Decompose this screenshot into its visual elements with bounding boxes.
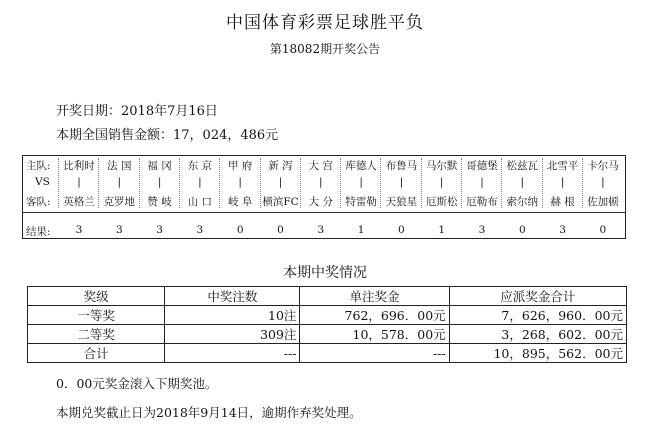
- page-title: 中国体育彩票足球胜平负: [226, 13, 424, 33]
- home-team: 新 泻: [268, 160, 293, 172]
- match-result: 0: [599, 224, 607, 236]
- home-team: 布鲁马: [385, 160, 418, 172]
- unit-prize: 10，578．00元: [300, 325, 449, 344]
- column-divider: [380, 158, 381, 208]
- match-result: 3: [317, 224, 325, 236]
- table-row: [28, 306, 627, 325]
- column-divider: [421, 158, 422, 208]
- sales-amount: 本期全国销售金额：17，024，486元: [56, 128, 279, 143]
- vs-separator: |: [399, 176, 404, 188]
- home-team: 大 宫: [308, 160, 333, 172]
- prize-level: 合计: [28, 344, 165, 363]
- away-team: 天狼星: [385, 196, 418, 208]
- vs-separator: |: [319, 176, 323, 188]
- match-result: 0: [518, 224, 526, 236]
- match-result: 0: [236, 224, 244, 236]
- away-team: 佐加顿: [587, 196, 619, 208]
- winner-count: 10注: [165, 306, 300, 325]
- total-prize: 3，268，602．00元: [449, 325, 626, 344]
- home-team: 北雪平: [546, 160, 579, 172]
- match-result: 3: [559, 224, 566, 236]
- prize-section-title: 本期中奖情况: [283, 265, 367, 281]
- match-result: 0: [277, 224, 284, 236]
- winner-count: ---: [165, 344, 300, 363]
- table-row: [28, 325, 627, 344]
- home-team: 法 国: [107, 160, 132, 172]
- away-team: 英格兰: [63, 196, 95, 208]
- match-table: [22, 155, 626, 239]
- away-team: 赞 岐: [147, 196, 172, 208]
- table-row: [28, 344, 627, 363]
- match-result: 1: [357, 224, 365, 236]
- draw-date: 开奖日期：2018年7月16日: [56, 104, 218, 119]
- winner-count: 309注: [165, 325, 300, 344]
- vs-separator: |: [278, 176, 283, 188]
- away-team: 横滨FC: [262, 196, 299, 208]
- vs-separator: |: [238, 176, 242, 188]
- match-result: 3: [196, 224, 204, 236]
- column-divider: [58, 158, 59, 208]
- home-team: 哥德堡: [466, 160, 498, 172]
- vs-separator: |: [520, 176, 525, 188]
- total-prize: 10，895，562．00元: [449, 344, 626, 363]
- match-result: 0: [398, 224, 405, 236]
- away-team: 大 分: [308, 196, 333, 208]
- vs-separator: |: [359, 176, 363, 188]
- home-team: 松兹瓦: [506, 160, 539, 172]
- column-divider: [300, 158, 301, 208]
- header-total-prize: 应派奖金合计: [449, 287, 626, 306]
- vs-separator: |: [77, 176, 81, 188]
- header-level: 奖级: [28, 287, 165, 306]
- result-row-label: 结果:: [26, 226, 51, 238]
- match-result: 1: [438, 224, 446, 236]
- vs-separator: |: [198, 176, 202, 188]
- page-subtitle: 第18082期开奖公告: [269, 42, 381, 56]
- home-row-label: 主队:: [26, 160, 51, 172]
- vs-separator: |: [480, 176, 484, 188]
- home-team: 比利时: [63, 160, 95, 172]
- column-divider: [582, 158, 583, 208]
- home-team: 东 京: [187, 160, 213, 172]
- match-table-divider: [23, 212, 625, 213]
- away-team: 克罗地: [103, 196, 136, 208]
- column-divider: [139, 158, 140, 208]
- unit-prize: 762，696．00元: [300, 306, 449, 325]
- vs-separator: |: [117, 176, 122, 188]
- home-team: 甲 府: [228, 160, 253, 172]
- total-prize: 7，626，960．00元: [449, 306, 626, 325]
- vs-separator: |: [560, 176, 565, 188]
- deadline-note: 本期兑奖截止日为2018年9月14日，逾期作弃奖处理。: [56, 405, 362, 420]
- match-result: 3: [156, 224, 163, 236]
- vs-row-label: VS: [35, 176, 50, 188]
- home-team: 库德人: [345, 160, 377, 172]
- prize-level: 一等奖: [28, 306, 165, 325]
- column-divider: [179, 158, 180, 208]
- column-divider: [340, 158, 341, 208]
- match-result: 3: [478, 224, 486, 236]
- vs-separator: |: [439, 176, 444, 188]
- away-team: 赫 根: [550, 196, 575, 208]
- header-unit-prize: 单注奖金: [300, 287, 449, 306]
- vs-separator: |: [157, 176, 162, 188]
- prize-table-header: [28, 287, 627, 306]
- column-divider: [260, 158, 261, 208]
- rollover-note: 0．00元奖金滚入下期奖池。: [56, 376, 218, 391]
- column-divider: [542, 158, 543, 208]
- away-team: 特雷勒: [345, 196, 377, 208]
- home-team: 马尔默: [425, 160, 458, 172]
- vs-separator: |: [601, 176, 605, 188]
- prize-table: [27, 286, 627, 363]
- away-team: 厄勒布: [466, 196, 498, 208]
- prize-level: 二等奖: [28, 325, 165, 344]
- home-team: 卡尔马: [587, 160, 619, 172]
- match-result: 3: [75, 224, 83, 236]
- match-result: 3: [115, 224, 123, 236]
- column-divider: [98, 158, 99, 208]
- home-team: 福 冈: [147, 160, 172, 172]
- unit-prize: ---: [300, 344, 449, 363]
- away-team: 索尔纳: [506, 196, 539, 208]
- column-divider: [501, 158, 502, 208]
- away-team: 山 口: [187, 196, 213, 208]
- column-divider: [461, 158, 462, 208]
- away-team: 厄斯松: [425, 196, 458, 208]
- header-count: 中奖注数: [165, 287, 300, 306]
- away-row-label: 客队:: [26, 196, 51, 208]
- away-team: 岐 阜: [228, 196, 253, 208]
- column-divider: [219, 158, 220, 208]
